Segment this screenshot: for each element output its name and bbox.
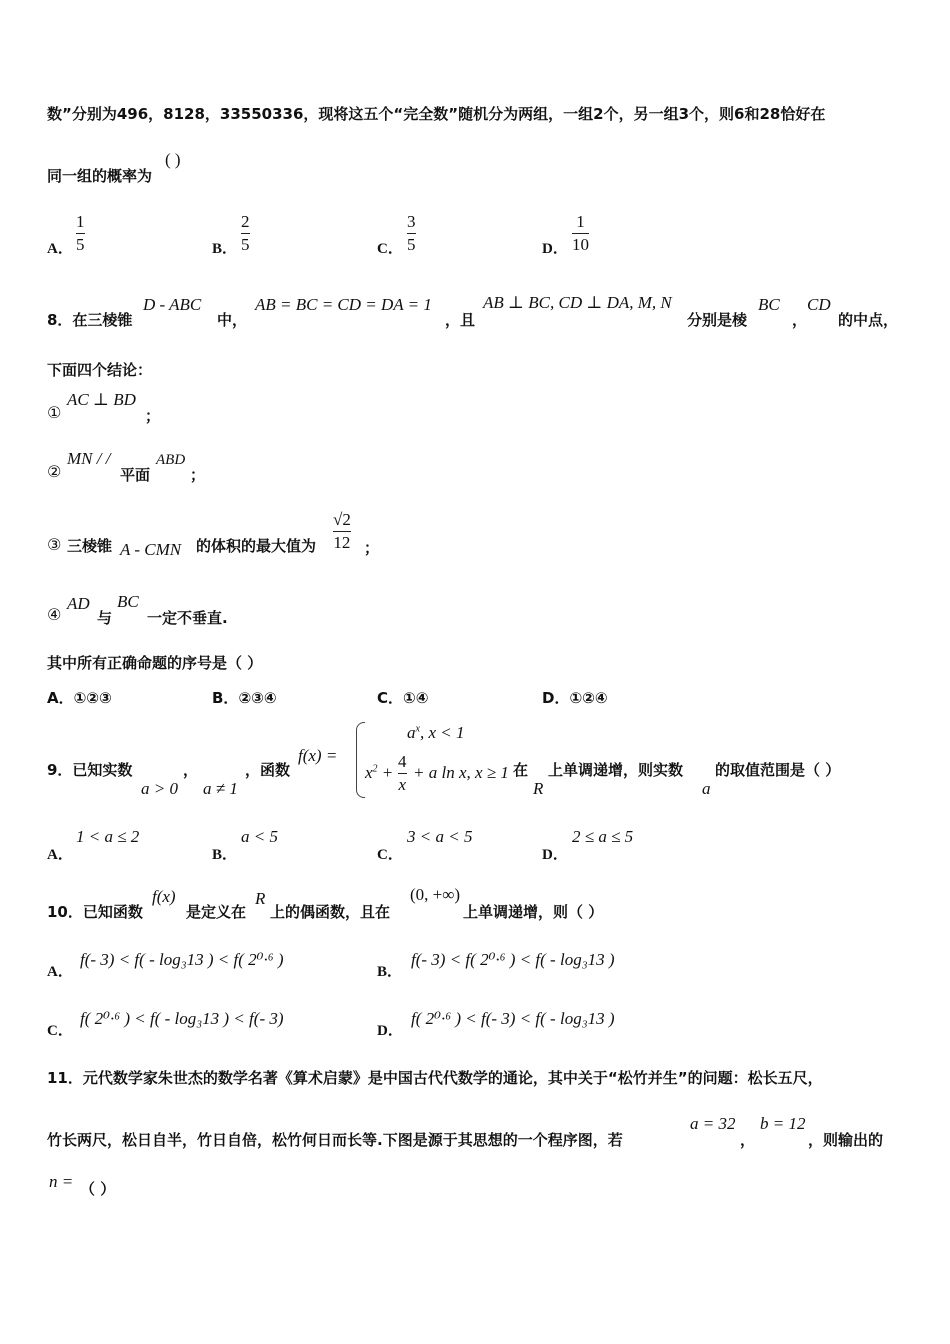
q8-statement4-yu: 与 [97,609,113,627]
q7-option-c-fraction: 3 5 [407,212,416,254]
q8-option-a[interactable]: A．①②③ [47,689,112,707]
q9-option-d-label[interactable]: D． [542,847,568,863]
q9-text2: 上单调递增，则实数 [548,761,684,779]
q7-option-a-label[interactable]: A． [47,241,73,257]
q9-zai: 在 [513,761,529,779]
q8-statement4-number: ④ [47,605,62,624]
q8-pyramid: D - ABC [143,295,202,314]
q9-option-c-text: 3 < a < 5 [407,827,473,846]
q8-midpoint: 的中点， [838,311,899,329]
q8-statement2-end: ； [190,466,206,484]
q9-text3: 的取值范围是（ ） [715,761,841,779]
q11-line2: 竹长两尺，松日自半，竹日自倍，松竹何日而长等.下图是源于其思想的一个程序图，若 [47,1131,623,1149]
q9-case2-x: $x^2$ + [365,763,394,782]
q7-option-d-label[interactable]: D． [542,241,568,257]
q7-option-a-fraction: 1 5 [76,212,85,254]
q11-a-value: a = 32 [690,1114,736,1133]
q8-line2: 下面四个结论： [47,361,153,379]
q9-option-d-text: 2 ≤ a ≤ 5 [572,827,634,846]
q11-line1: 11．元代数学家朱世杰的数学名著《算术启蒙》是中国古代代数学的通论，其中关于“松竹并生”的问题：松长五尺， [47,1069,823,1087]
q8-statement2-math2: ABD [156,452,186,468]
q10-R: R [255,889,266,908]
q10-option-c-text: f( 2⁰·⁶ ) < f( - log₃13 ) < f(- 3) [80,1009,284,1028]
q11-line2-end: ，则输出的 [808,1131,884,1149]
q9-piecewise-brace [356,722,365,798]
q9-option-b-label[interactable]: B． [212,847,238,863]
q8-statement3-text2: 的体积的最大值为 [196,537,317,555]
q10-option-a-text: f(- 3) < f( - log₃13 ) < f( 2⁰·⁶ ) [80,950,284,969]
q8-statement3-end: ； [364,539,380,557]
q9-option-b-text: a < 5 [241,827,278,846]
q9-case1: $a^x$, x < 1 [407,723,465,742]
q10-option-a-label[interactable]: A． [47,964,73,980]
q8-statement4-bc: BC [117,592,139,611]
q8-cond2: AB ⊥ BC, CD ⊥ DA, M, N [483,293,672,312]
q9-option-c-label[interactable]: C． [377,847,403,863]
q8-zhong: 中， [217,311,248,329]
q9-option-a-text: 1 < a ≤ 2 [76,827,140,846]
q8-comma: ， [792,311,808,329]
q10-option-d-label[interactable]: D． [377,1023,403,1039]
q11-n-equals: n = [49,1172,74,1191]
q9-case2-fraction: 4 x [398,752,407,794]
q11-b-value: b = 12 [760,1114,806,1133]
q8-statement4-ad: AD [67,594,90,613]
q9-hanshu: ，函数 [245,761,291,779]
q10-option-b-label[interactable]: B． [377,964,403,980]
q9-a-positive: a > 0 [141,779,178,798]
q7-option-b-label[interactable]: B． [212,241,238,257]
q7-line2: 同一组的概率为 [47,167,153,185]
q10-prefix: 10．已知函数 [47,903,143,921]
q8-statement2-plane: 平面 [120,466,151,484]
q7-option-b-fraction: 2 5 [241,212,250,254]
q7-option-c-label[interactable]: C． [377,241,403,257]
q7-paren: ( ) [165,150,181,169]
q8-statement1-number: ① [47,403,62,422]
q10-option-d-text: f( 2⁰·⁶ ) < f(- 3) < f( - log₃13 ) [411,1009,615,1028]
q10-text3: 上单调递增，则（ ） [463,903,604,921]
q8-statement2-number: ② [47,462,62,481]
q9-case2-rest: + a ln x, x ≥ 1 [413,763,509,782]
q9-prefix: 9．已知实数 [47,761,133,779]
q8-statement2-math: MN / / [67,449,111,468]
q9-a: a [702,779,711,798]
q8-option-c[interactable]: C．①④ [377,689,429,707]
q9-R: R [533,779,544,798]
q8-cd: CD [807,295,831,314]
q11-paren: （ ） [80,1180,116,1198]
q11-comma: ， [740,1131,756,1149]
q9-comma: ， [183,761,199,779]
q8-prefix: 8．在三棱锥 [47,311,133,329]
q8-qie: ，且 [445,311,476,329]
q8-fenbie: 分别是棱 [687,311,748,329]
q7-line1: 数”分别为496，8128，33550336，现将这五个“完全数”随机分为两组，一组2个，另一组3个，则6和28恰好在 [47,105,826,123]
q9-f-x: f(x) = [298,746,338,765]
q8-option-b[interactable]: B．②③④ [212,689,277,707]
q8-cond1: AB = BC = CD = DA = 1 [255,295,432,314]
q9-option-a-label[interactable]: A． [47,847,73,863]
q8-statement3-number: ③ [47,535,62,554]
q8-question: 其中所有正确命题的序号是（ ） [47,654,263,672]
q8-bc: BC [758,295,780,314]
q10-fx: f(x) [152,887,176,906]
q7-option-d-fraction: 1 10 [572,212,589,254]
q8-statement3-text: 三棱锥 [67,537,113,555]
q10-option-b-text: f(- 3) < f( 2⁰·⁶ ) < f( - log₃13 ) [411,950,615,969]
q10-text2: 上的偶函数，且在 [270,903,391,921]
q10-option-c-label[interactable]: C． [47,1023,73,1039]
q8-statement1-end: ； [145,407,161,425]
q10-interval: (0, +∞) [410,885,461,904]
q10-text1: 是定义在 [186,903,247,921]
q8-statement3-math: A - CMN [120,540,182,559]
q9-a-not-one: a ≠ 1 [203,779,238,798]
q8-statement4-end: 一定不垂直. [147,609,228,627]
q8-statement3-fraction: √2 12 [333,510,351,552]
q8-statement1-math: AC ⊥ BD [67,390,136,409]
q8-option-d[interactable]: D．①②④ [542,689,608,707]
